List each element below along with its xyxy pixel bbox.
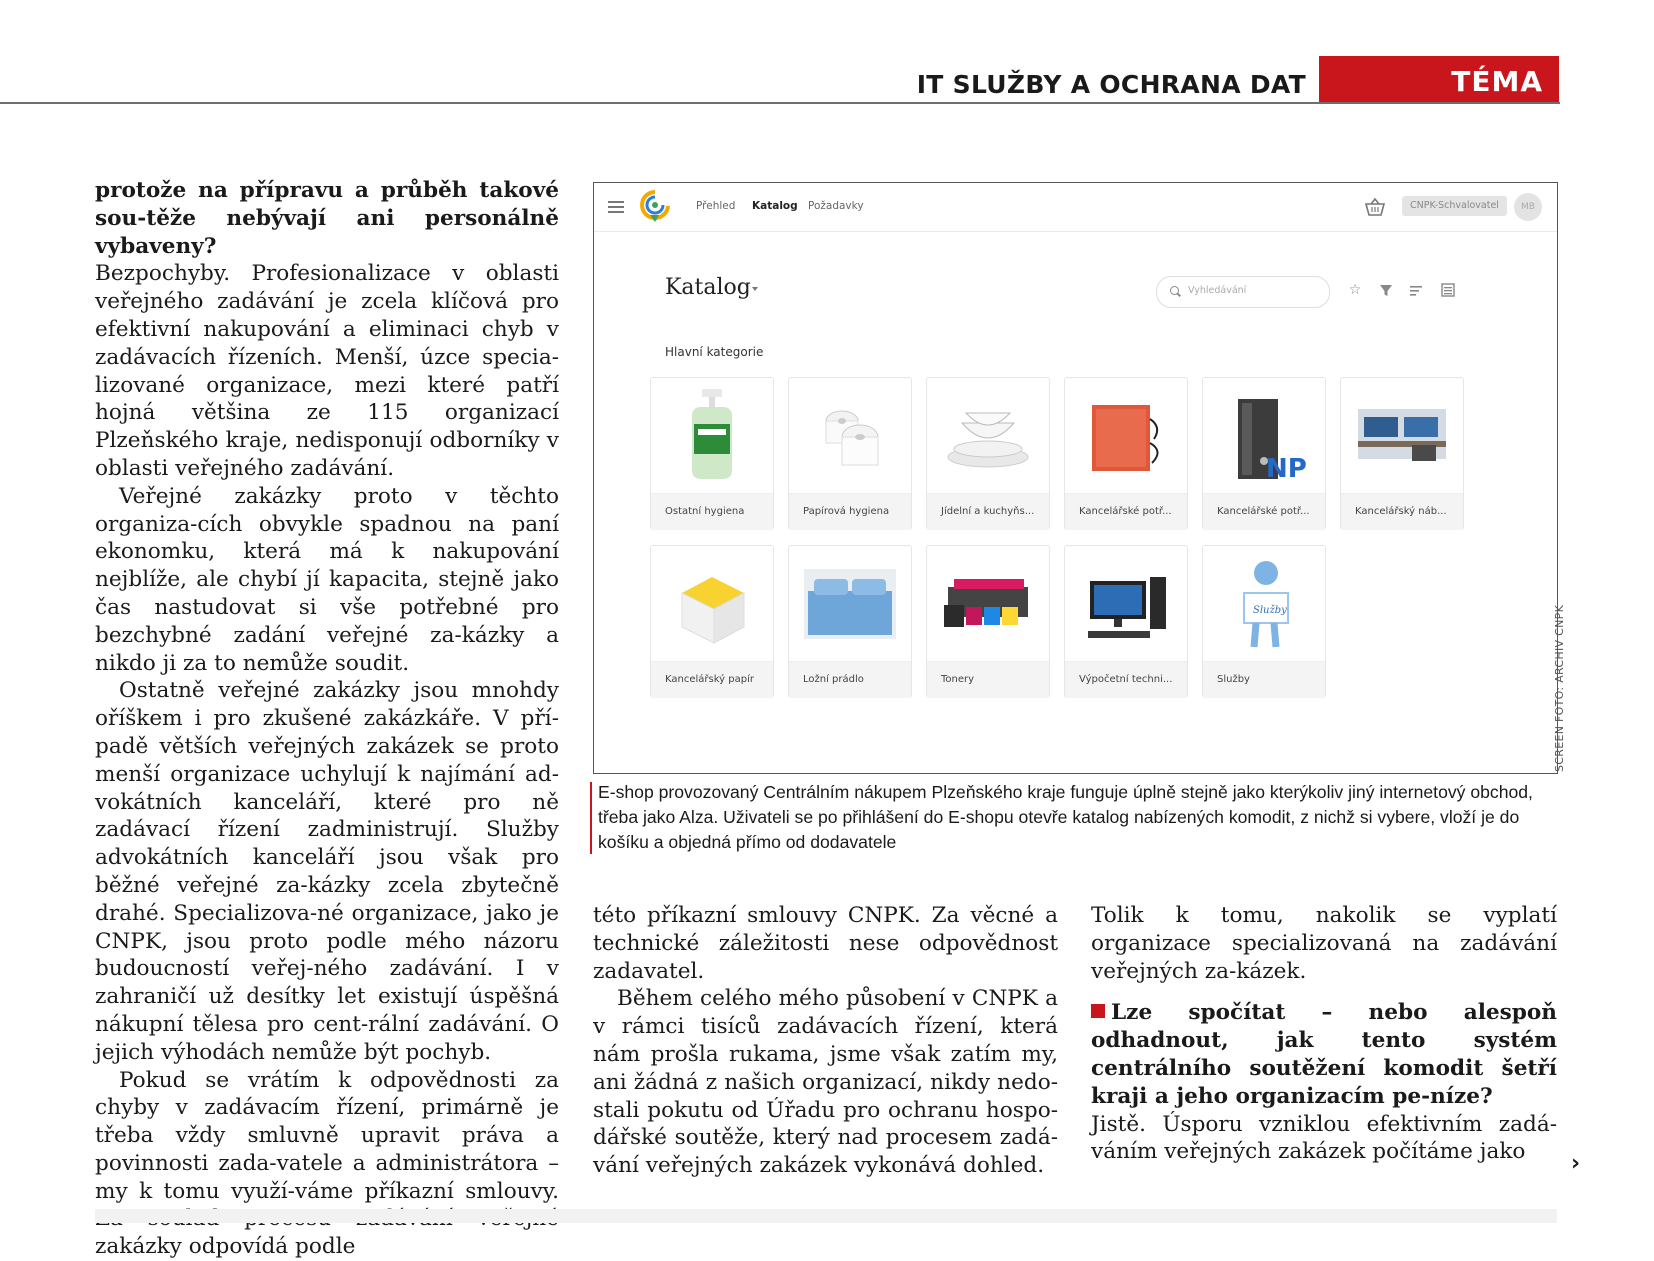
paragraph: Veřejné zakázky proto v těchto organiza-cích obvykle spadnou na paní ekonomku, která má k nakupování nejblíže, ale chybí jí kapacita, stejně jako čas nastudovat si vše potřebné pro bezchybné zadání veřejné za-kázky a nikdo ji za to nemůže soudit. — [95, 483, 559, 678]
basket-icon[interactable] — [1364, 197, 1386, 217]
category-card[interactable] — [1202, 377, 1326, 530]
binder-label: NP — [1266, 454, 1307, 484]
soap-bottle-icon — [652, 379, 772, 493]
paragraph: Bezpochyby. Profesionalizace v oblasti veřejného zadávání je zcela klíčová pro efektivní nakupování a eliminaci chyb v zadávacích řízeních. Menší, úzce specia-lizované organizace, mezi které patří hojná většina ze 115 organizací Plzeňského kraje, nedisponují odborníky v oblasti veřejného zadávání. — [95, 260, 559, 482]
avatar[interactable]: MB — [1514, 193, 1542, 221]
category-label: Kancelářský papír — [651, 661, 773, 698]
role-badge[interactable]: CNPK-Schvalovatel — [1402, 196, 1507, 216]
question-marker-icon — [1091, 1004, 1105, 1018]
search-input[interactable] — [1156, 276, 1330, 308]
paper-box-icon — [652, 547, 772, 661]
category-card[interactable] — [1340, 377, 1464, 530]
nav-prehled[interactable]: Přehled — [696, 200, 735, 212]
header-rule — [0, 102, 1560, 104]
category-label: Ložní prádlo — [789, 661, 911, 698]
category-label: Služby — [1203, 661, 1325, 698]
list-view-icon[interactable] — [1439, 281, 1457, 299]
dishes-icon — [928, 379, 1048, 493]
category-label: Kancelářské potř... — [1065, 493, 1187, 530]
folder-icon — [1066, 379, 1186, 493]
category-card[interactable] — [1202, 545, 1326, 698]
section-title: IT SLUŽBY A OCHRANA DAT — [917, 70, 1306, 99]
page-title[interactable]: Katalog — [665, 275, 751, 300]
footer-band — [95, 1209, 1557, 1223]
caption-rule — [590, 782, 592, 854]
category-label: Ostatní hygiena — [651, 493, 773, 530]
text-column-2 — [593, 902, 1058, 1180]
section-tag-label: TÉMA — [1451, 65, 1543, 98]
section-heading: Hlavní kategorie — [665, 345, 763, 359]
photo-credit: SCREEN FOTO: ARCHIV CNPK — [1553, 605, 1566, 772]
continue-arrow-icon: › — [1571, 1151, 1580, 1176]
category-card[interactable] — [788, 545, 912, 698]
category-card[interactable] — [1064, 377, 1188, 530]
category-card[interactable] — [1064, 545, 1188, 698]
category-label: Tonery — [927, 661, 1049, 698]
office-furniture-icon — [1342, 379, 1462, 493]
paragraph: Ostatně veřejné zakázky jsou mnohdy oříškem i pro zkušené zakázkáře. V pří-padě větších veřejných zakázek se proto menší organizace uchylují k najímání ad-vokátních kanceláří, které pro ně zadávací řízení zadministrují. Služby advokátních kanceláří jsou však pro běžné veřejné za-kázky zcela zbytečně drahé. Specializova-né organizace, jako je CNPK, jsou proto podle mého názoru budoucností veřej-ného zadávání. I v zahraničí už desítky let existují úspěšná nákupní tělesa pro cent-rální zadávání. O jejich výhodách nemůže být pochyb. — [95, 677, 559, 1066]
paper-roll-icon — [790, 379, 910, 493]
app-navbar — [594, 183, 1557, 232]
search-icon — [1170, 286, 1179, 295]
star-icon[interactable]: ☆ — [1346, 281, 1364, 299]
category-label: Kancelářský náb... — [1341, 493, 1463, 530]
binder-icon — [1204, 379, 1324, 493]
nav-katalog[interactable]: Katalog — [752, 200, 798, 212]
toner-icon — [928, 547, 1048, 661]
figure-caption: E-shop provozovaný Centrálním nákupem Plzeňského kraje funguje úplně stejně jako kterýkoliv jiný internetový obchod, třeba jako Alza. Uživateli se po přihlášení do E-shopu otevře katalog nabízených komodit, z nichž si vybere, vloží je do košíku a objedná přímo od dodavatele — [598, 780, 1558, 855]
category-label: Papírová hygiena — [789, 493, 911, 530]
menu-icon[interactable] — [608, 201, 624, 216]
category-label: Jídelní a kuchyňs... — [927, 493, 1049, 530]
bed-linen-icon — [790, 547, 910, 661]
search-placeholder: Vyhledávání — [1188, 285, 1246, 296]
text-column-3 — [1091, 902, 1557, 1166]
nav-pozadavky[interactable]: Požadavky — [808, 200, 864, 212]
category-card[interactable] — [926, 545, 1050, 698]
category-card[interactable] — [926, 377, 1050, 530]
paragraph: Během celého mého působení v CNPK a v rámci tisíců zadávacích řízení, která nám prošla rukama, jsme však zatím my, ani žádná z našich organizací, nikdy nedo-stali pokutu od Úřadu pro ochranu hospo-dářské soutěže, který nad procesem zadá-vání veřejných zakázek vykonává dohled. — [593, 985, 1058, 1180]
cnpk-logo-icon — [638, 189, 672, 223]
filter-icon[interactable] — [1377, 281, 1395, 299]
category-card[interactable] — [650, 377, 774, 530]
interview-question — [1091, 999, 1557, 1110]
interview-question: protože na přípravu a průběh takové sou-těže nebývají ani personálně vybaveny? — [95, 177, 559, 260]
services-label: Služby — [1253, 605, 1287, 616]
eshop-screenshot — [593, 182, 1558, 774]
paragraph: Tolik k tomu, nakolik se vyplatí organizace specializovaná na zadávání veřejných za-kázek. — [1091, 902, 1557, 985]
category-card[interactable] — [788, 377, 912, 530]
text-column-1 — [95, 177, 559, 1261]
paragraph: Pokud se vrátím k odpovědnosti za chyby v zadávacím řízení, primárně je třeba vždy smluvně upravit práva a povinnosti zada-vatele a administrátora – my k tomu využí-váme příkazní smlouvy. zakázky odpovídá podle — [95, 1067, 559, 1261]
services-figure-icon — [1204, 547, 1324, 661]
section-tag — [1319, 56, 1559, 102]
paragraph: této příkazní smlouvy CNPK. Za věcné a technické záležitosti nese odpovědnost zadavatel. — [593, 902, 1058, 985]
computer-icon — [1066, 547, 1186, 661]
sort-icon[interactable] — [1407, 281, 1425, 299]
category-label: Výpočetní techni... — [1065, 661, 1187, 698]
interview-question-text: Lze spočítat – nebo alespoň odhadnout, jak tento systém centrálního soutěžení komodit šetří kraji a jeho organizacím pe-níze? — [1091, 1000, 1557, 1108]
paragraph: Jistě. Úsporu vzniklou efektivním zadá-váním veřejných zakázek počítáme jako — [1091, 1111, 1557, 1167]
category-label: Kancelářské potř... — [1203, 493, 1325, 530]
chevron-down-icon[interactable] — [752, 287, 758, 291]
category-card[interactable] — [650, 545, 774, 698]
